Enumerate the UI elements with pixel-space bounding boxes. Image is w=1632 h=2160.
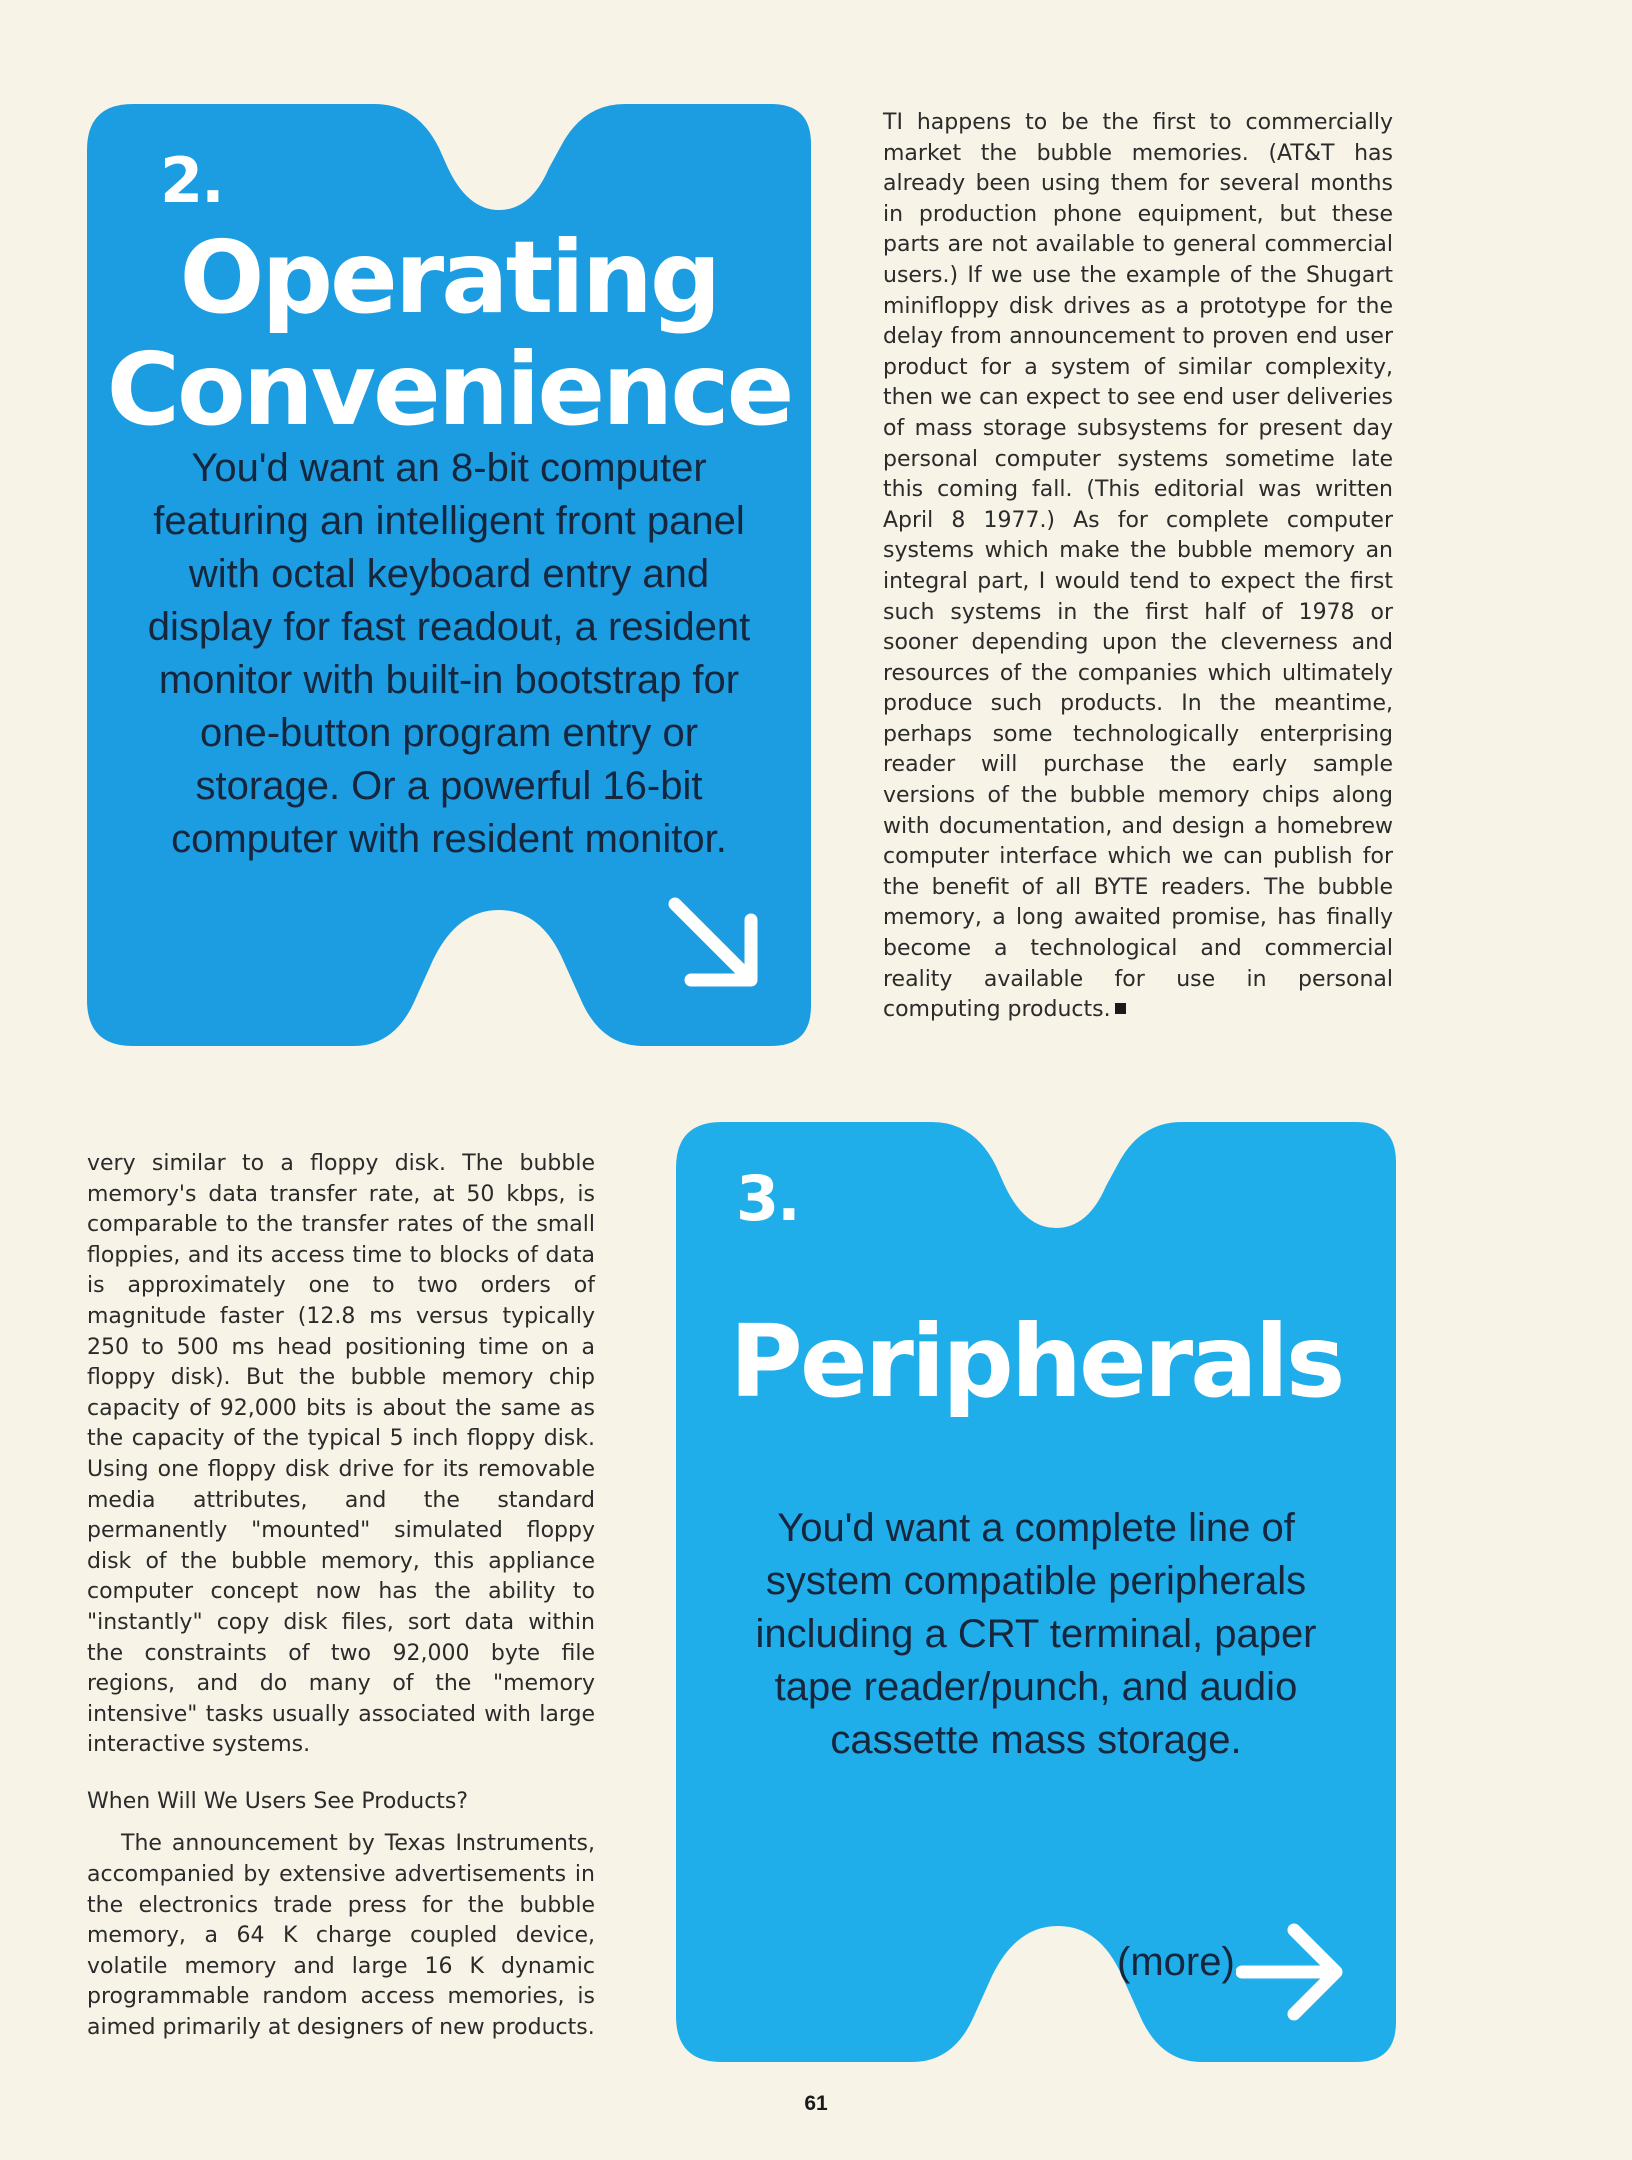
page-number: 61 xyxy=(804,2092,828,2115)
left-column-text xyxy=(87,1149,595,2044)
left-column-paragraph-1: very similar to a floppy disk. The bubble memory's data transfer rate, at 50 kbps, is comparable to the transfer rates of the small floppies, and its access time to blocks of data is approximately one to two orders of magnitude faster (12.8 ms versus typically 250 to 500 ms head positioning time on a floppy disk). But the bubble memory chip capacity of 92,000 bits is about the same as the capacity of the typical 5 inch floppy disk. Using one floppy disk drive for its removable media attributes, and the standard permanently "mounted" simulated floppy disk of the bubble memory, this appliance computer concept now has the ability to "instantly" copy disk files, sort data within the constraints of two 92,000 byte file regions, and do many of the "memory intensive" tasks usually associated with large interactive systems. xyxy=(87,1151,595,1758)
card-body-text: You'd want an 8-bit computer featuring an intelligent front panel with octal keyboard entry and display for fast readout, a resident monitor with built-in bootstrap for one-button program entry or storage. Or a powerful 16-bit computer with resident monitor. xyxy=(147,446,751,861)
arrow-right-icon xyxy=(1236,1922,1346,2022)
more-label[interactable]: (more) xyxy=(1117,1940,1235,1984)
card-body-text: You'd want a complete line of system compatible peripherals including a CRT terminal, paper tape reader/punch, and audio cassette mass storage. xyxy=(755,1506,1317,1762)
card-number: 2. xyxy=(160,144,223,217)
card-title xyxy=(87,219,811,448)
card-peripherals xyxy=(676,1122,1396,2062)
arrow-down-right-icon xyxy=(665,894,765,994)
left-column-paragraph-2: The announcement by Texas Instruments, accompanied by extensive advertisements in the electronics trade press for the bubble memory, a 64 K charge coupled device, volatile memory and large 16 K dynamic programmable random access memories, is aimed primarily at designers of new products. xyxy=(87,1831,595,2041)
card-title-line-1: Operating xyxy=(179,219,719,336)
right-column-text xyxy=(883,108,1393,1026)
right-column-paragraph: TI happens to be the first to commercially market the bubble memories. (AT&T has already been using them for several months in production phone equipment, but these parts are not available to general commercial users.) If we use the example of the Shugart minifloppy disk drives as a prototype for the delay from announcement to proven end user product for a system of similar complexity, then we can expect to see end user deliveries of mass storage subsystems for present day personal computer systems sometime late this coming fall. (This editorial was written April 8 1977.) As for complete computer systems which make the bubble memory an integral part, I would tend to expect the first such systems in the first half of 1978 or sooner depending upon the cleverness and resources of the companies which ultimately produce such products. In the meantime, perhaps some technologically enterprising reader will purchase the early sample versions of the bubble memory chips along with documentation, and design a homebrew computer interface which we can publish for the benefit of all BYTE readers. The bubble memory, a long awaited promise, has finally become a technological and commercial reality available for use in personal computing products. xyxy=(883,110,1393,1023)
card-operating-convenience xyxy=(87,104,811,1046)
card-number: 3. xyxy=(736,1162,799,1235)
section-heading: When Will We Users See Products? xyxy=(87,1788,469,1814)
card-title: Peripherals xyxy=(729,1303,1343,1420)
card-title-line-2: Convenience xyxy=(106,331,792,448)
end-of-article-mark xyxy=(1115,1003,1126,1014)
